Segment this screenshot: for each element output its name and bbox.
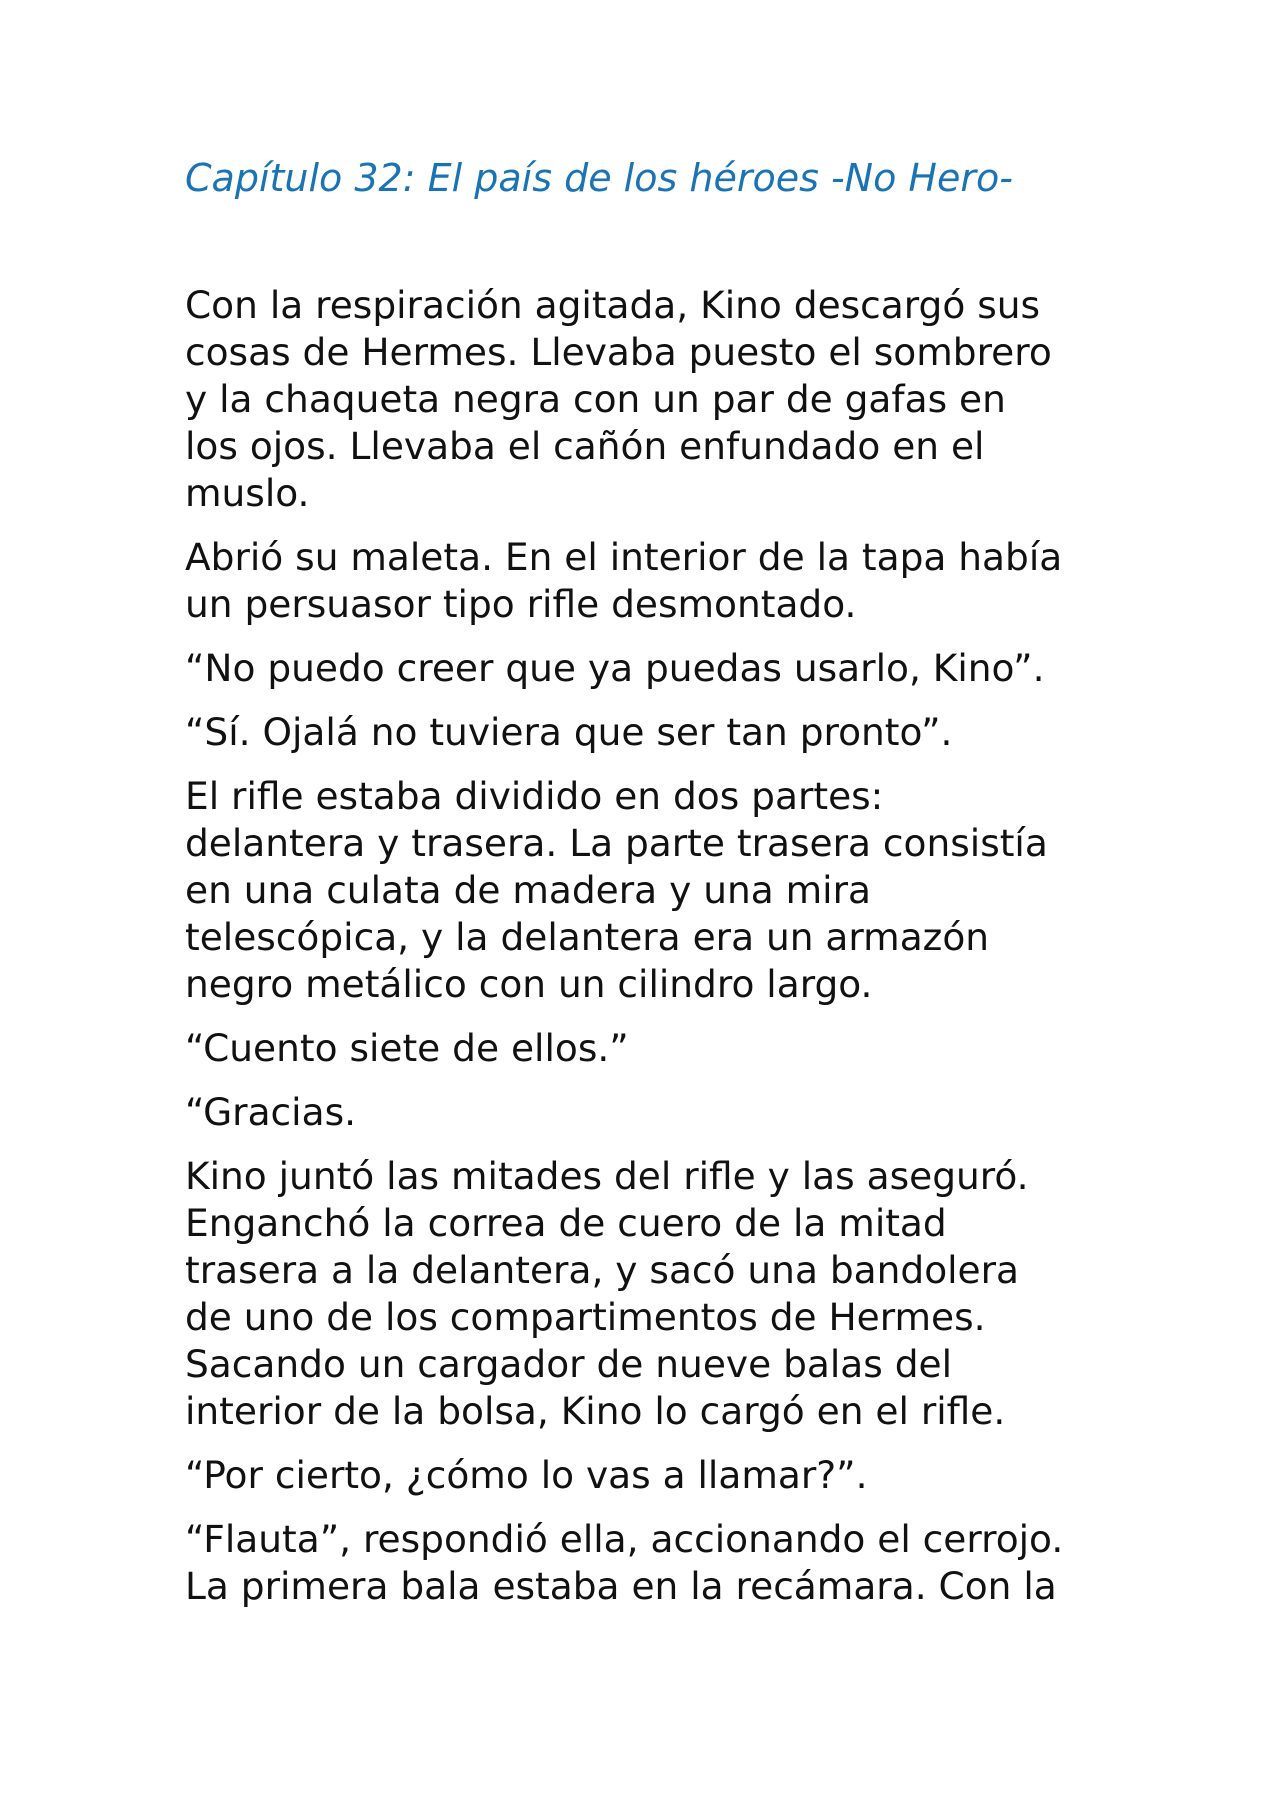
paragraph <box>185 534 1125 628</box>
paragraph <box>185 1452 1125 1499</box>
text-line: muslo. <box>185 471 310 515</box>
text-line: El rifle estaba dividido en dos partes: <box>185 774 884 818</box>
text-line: “No puedo creer que ya puedas usarlo, Kino”. <box>185 646 1045 690</box>
text-line: en una culata de madera y una mira <box>185 868 871 912</box>
paragraph <box>185 1516 1125 1610</box>
text-line: trasera a la delantera, y sacó una bandolera <box>185 1248 1020 1292</box>
paragraph <box>185 709 1125 756</box>
paragraph <box>185 1089 1125 1136</box>
chapter-title: Capítulo 32: El país de los héroes -No Hero- <box>185 156 1013 200</box>
paragraph <box>185 1025 1125 1072</box>
paragraph <box>185 773 1125 1008</box>
text-line: telescópica, y la delantera era un armazón <box>185 915 990 959</box>
text-line: delantera y trasera. La parte trasera consistía <box>185 821 1048 865</box>
text-line: “Sí. Ojalá no tuviera que ser tan pronto”. <box>185 710 953 754</box>
paragraph <box>185 1153 1125 1435</box>
text-line: Con la respiración agitada, Kino descargó sus <box>185 283 1041 327</box>
text-line: La primera bala estaba en la recámara. Con la <box>185 1564 1057 1608</box>
text-line: “Flauta”, respondió ella, accionando el cerrojo. <box>185 1517 1064 1561</box>
text-line: negro metálico con un cilindro largo. <box>185 962 873 1006</box>
chapter-body <box>185 282 1125 1627</box>
text-line: interior de la bolsa, Kino lo cargó en el rifle. <box>185 1389 1006 1433</box>
text-line: un persuasor tipo rifle desmontado. <box>185 582 857 626</box>
text-line: “Por cierto, ¿cómo lo vas a llamar?”. <box>185 1453 868 1497</box>
text-line: Kino juntó las mitades del rifle y las aseguró. <box>185 1154 1029 1198</box>
text-line: cosas de Hermes. Llevaba puesto el sombrero <box>185 330 1052 374</box>
text-line: “Gracias. <box>185 1090 357 1134</box>
text-line: los ojos. Llevaba el cañón enfundado en el <box>185 424 985 468</box>
text-line: “Cuento siete de ellos.” <box>185 1026 629 1070</box>
text-line: Sacando un cargador de nueve balas del <box>185 1342 953 1386</box>
paragraph <box>185 645 1125 692</box>
text-line: Abrió su maleta. En el interior de la tapa había <box>185 535 1063 579</box>
paragraph <box>185 282 1125 517</box>
text-line: y la chaqueta negra con un par de gafas en <box>185 377 1006 421</box>
text-line: de uno de los compartimentos de Hermes. <box>185 1295 986 1339</box>
text-line: Enganchó la correa de cuero de la mitad <box>185 1201 947 1245</box>
